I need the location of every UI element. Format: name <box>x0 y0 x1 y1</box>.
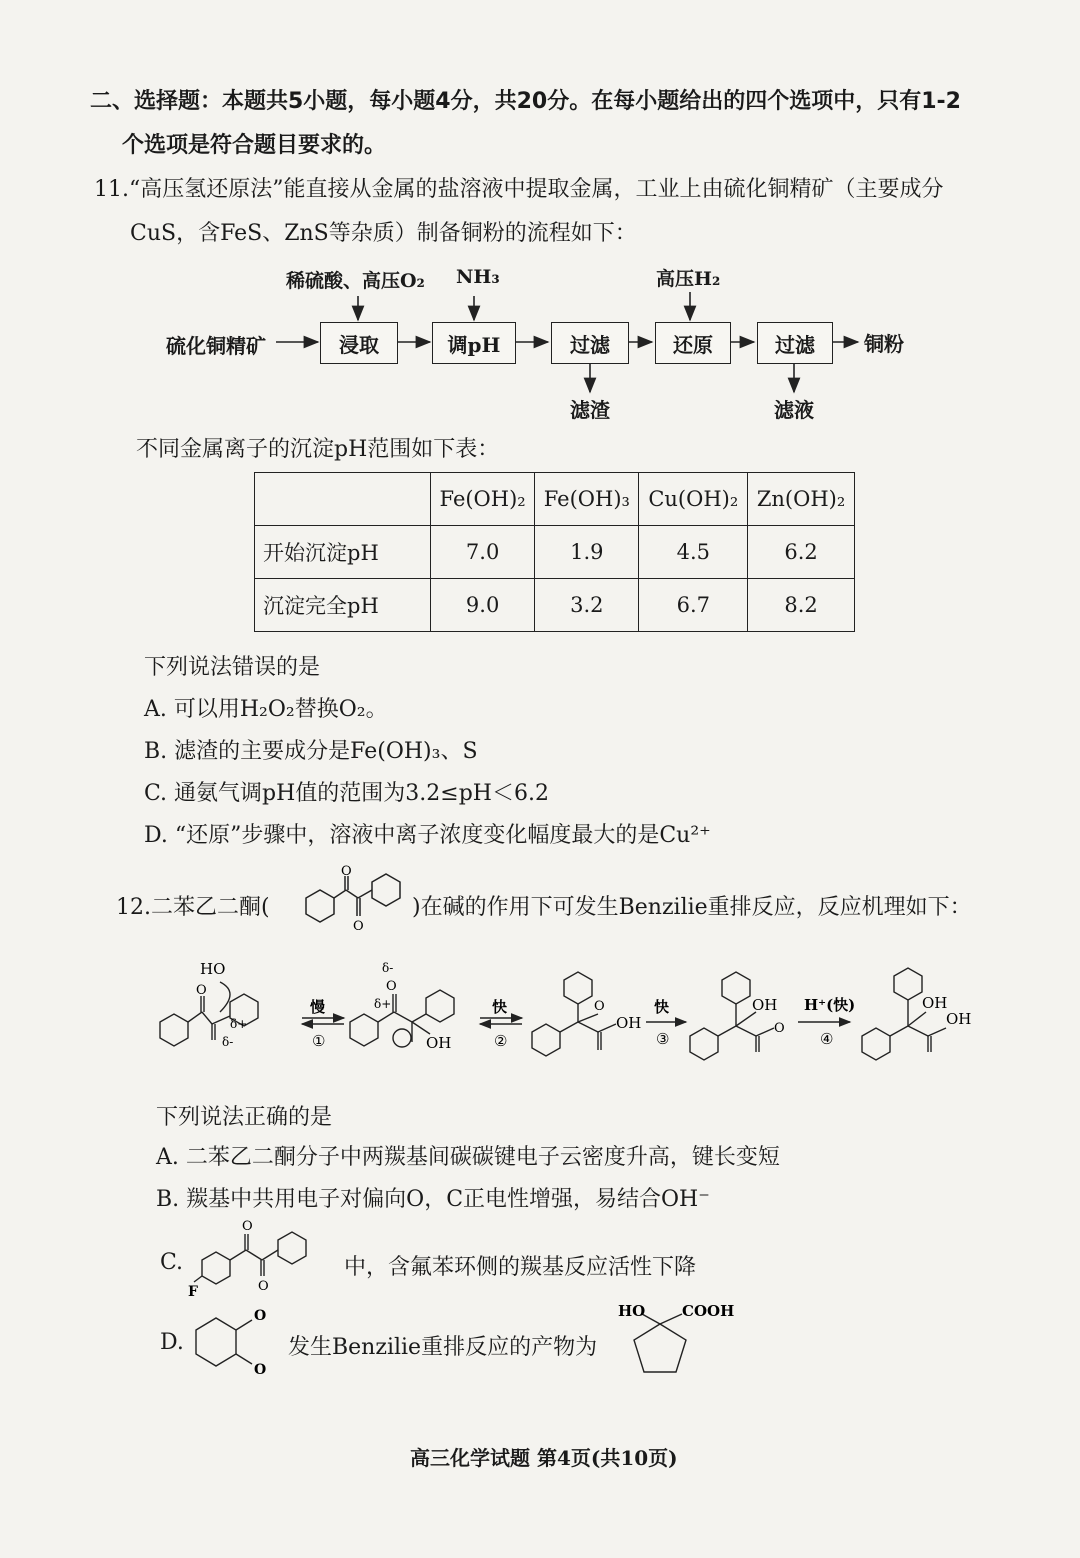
table-cell: 7.0 <box>431 526 535 579</box>
table-cell: 4.5 <box>639 526 748 579</box>
q12-stem-post: )在碱的作用下可发生Benzilie重排反应，反应机理如下： <box>412 895 972 920</box>
d-ho: HO <box>618 1302 646 1320</box>
mech-o1: O <box>196 983 207 998</box>
table-cell: 1.9 <box>535 526 639 579</box>
flow-step-adjust-ph: 调pH <box>432 322 516 364</box>
mech-oh6: OH <box>946 1010 972 1028</box>
mech-oh5: OH <box>922 994 948 1012</box>
mech-step4-num: ④ <box>820 1030 834 1048</box>
table-row-label: 开始沉淀pH <box>255 526 431 579</box>
benzil-structure <box>282 864 414 936</box>
c-fluorine: F <box>188 1284 198 1298</box>
mech-step2-speed: 快 <box>492 998 508 1016</box>
table-header-cell: Cu(OH)₂ <box>639 473 748 526</box>
mech-oh4: OH <box>752 996 778 1014</box>
flow-arrows <box>0 258 1080 428</box>
c-o-bottom: O <box>258 1279 269 1294</box>
mech-delta-plus-2: δ+ <box>374 997 392 1011</box>
q11-option-a: A. 可以用H₂O₂替换O₂。 <box>144 697 388 722</box>
mech-oh2: OH <box>426 1034 452 1052</box>
q11-option-b: B. 滤渣的主要成分是Fe(OH)₃、S <box>144 739 478 764</box>
mech-delta-minus: δ- <box>222 1035 234 1049</box>
benzil-o-bottom: O <box>353 919 364 934</box>
mech-oh3: OH <box>616 1014 642 1032</box>
d-cooh: COOH <box>682 1302 735 1320</box>
table-header-row <box>255 473 855 526</box>
ph-table <box>254 472 855 632</box>
q12-option-c-text: 中，含氟苯环侧的羰基反应活性下降 <box>344 1255 697 1280</box>
table-header-cell: Zn(OH)₂ <box>748 473 855 526</box>
flow-step-filter2: 过滤 <box>757 322 833 364</box>
q11-stem-line2: CuS，含FeS、ZnS等杂质）制备铜粉的流程如下： <box>130 221 637 246</box>
mechanism-diagram <box>150 952 990 1072</box>
mech-delta-minus-2: δ- <box>382 961 394 975</box>
table-cell: 6.2 <box>748 526 855 579</box>
table-row <box>255 526 855 579</box>
table-cell: 8.2 <box>748 579 855 632</box>
d-o-top: O <box>254 1308 267 1324</box>
flow-product: 铜粉 <box>864 332 904 356</box>
flow-reagent3: 高压H₂ <box>656 268 721 290</box>
table-cell: 3.2 <box>535 579 639 632</box>
mech-step4-speed: H⁺(快) <box>804 996 856 1014</box>
q12-option-a: A. 二苯乙二酮分子中两羰基间碳碳键电子云密度升高，键长变短 <box>156 1145 780 1170</box>
flow-step-filter1: 过滤 <box>551 322 629 364</box>
q12-question: 下列说法正确的是 <box>156 1105 333 1130</box>
mech-step3-num: ③ <box>656 1030 670 1048</box>
section-heading-line2: 个选项是符合题目要求的。 <box>122 133 387 158</box>
flow-step-reduce: 还原 <box>655 322 731 364</box>
cyclopentane-product-structure <box>612 1296 742 1378</box>
flow-start-label: 硫化铜精矿 <box>166 334 266 358</box>
table-header-cell <box>255 473 431 526</box>
table-cell: 9.0 <box>431 579 535 632</box>
q11-option-d: D. “还原”步骤中，溶液中离子浓度变化幅度最大的是Cu²⁺ <box>144 823 711 848</box>
flow-waste-residue: 滤渣 <box>570 398 610 422</box>
q12-option-d-text: 发生Benzilie重排反应的产物为 <box>288 1335 598 1360</box>
process-flow-diagram <box>0 258 1080 428</box>
q11-stem-line1: 11.“高压氢还原法”能直接从金属的盐溶液中提取金属，工业上由硫化铜精矿（主要成分 <box>94 177 944 202</box>
mech-ho: HO <box>200 960 226 978</box>
mech-step1-speed: 慢 <box>310 998 326 1016</box>
flow-waste-filtrate: 滤液 <box>774 398 814 422</box>
flow-step-leach: 浸取 <box>320 322 398 364</box>
c-o-top: O <box>242 1219 253 1234</box>
fluoro-benzil-structure <box>186 1214 336 1298</box>
q11-question: 下列说法错误的是 <box>144 655 321 680</box>
mech-delta-plus: δ+ <box>230 1017 248 1031</box>
q12-option-d-label: D. <box>160 1330 184 1355</box>
mech-o4: O <box>774 1021 785 1036</box>
table-cell: 6.7 <box>639 579 748 632</box>
q12-stem-pre: 12.二苯乙二酮( <box>116 895 270 920</box>
table-row <box>255 579 855 632</box>
mech-o2: O <box>386 979 397 994</box>
table-header-cell: Fe(OH)₃ <box>535 473 639 526</box>
mech-o3: O <box>594 999 605 1014</box>
q12-option-b: B. 羰基中共用电子对偏向O，C正电性增强，易结合OH⁻ <box>156 1187 710 1212</box>
q12-option-c-label: C. <box>160 1250 184 1275</box>
q11-option-c: C. 通氨气调pH值的范围为3.2≤pH＜6.2 <box>144 781 549 806</box>
mech-step2-num: ② <box>494 1032 508 1050</box>
table-intro: 不同金属离子的沉淀pH范围如下表： <box>136 437 500 462</box>
d-o-bottom: O <box>254 1362 267 1378</box>
table-header-cell: Fe(OH)₂ <box>431 473 535 526</box>
flow-reagent1: 稀硫酸、高压O₂ <box>286 270 425 292</box>
page-footer: 高三化学试题 第4页(共10页) <box>410 1446 678 1470</box>
table-row-label: 沉淀完全pH <box>255 579 431 632</box>
mech-step3-speed: 快 <box>654 998 670 1016</box>
flow-reagent2: NH₃ <box>456 266 500 288</box>
section-heading-line1: 二、选择题：本题共5小题，每小题4分，共20分。在每小题给出的四个选项中，只有1-2 <box>90 89 961 114</box>
cyclohexanedione-structure <box>186 1300 282 1380</box>
benzil-o-top: O <box>341 864 352 879</box>
mech-step1-num: ① <box>312 1032 326 1050</box>
